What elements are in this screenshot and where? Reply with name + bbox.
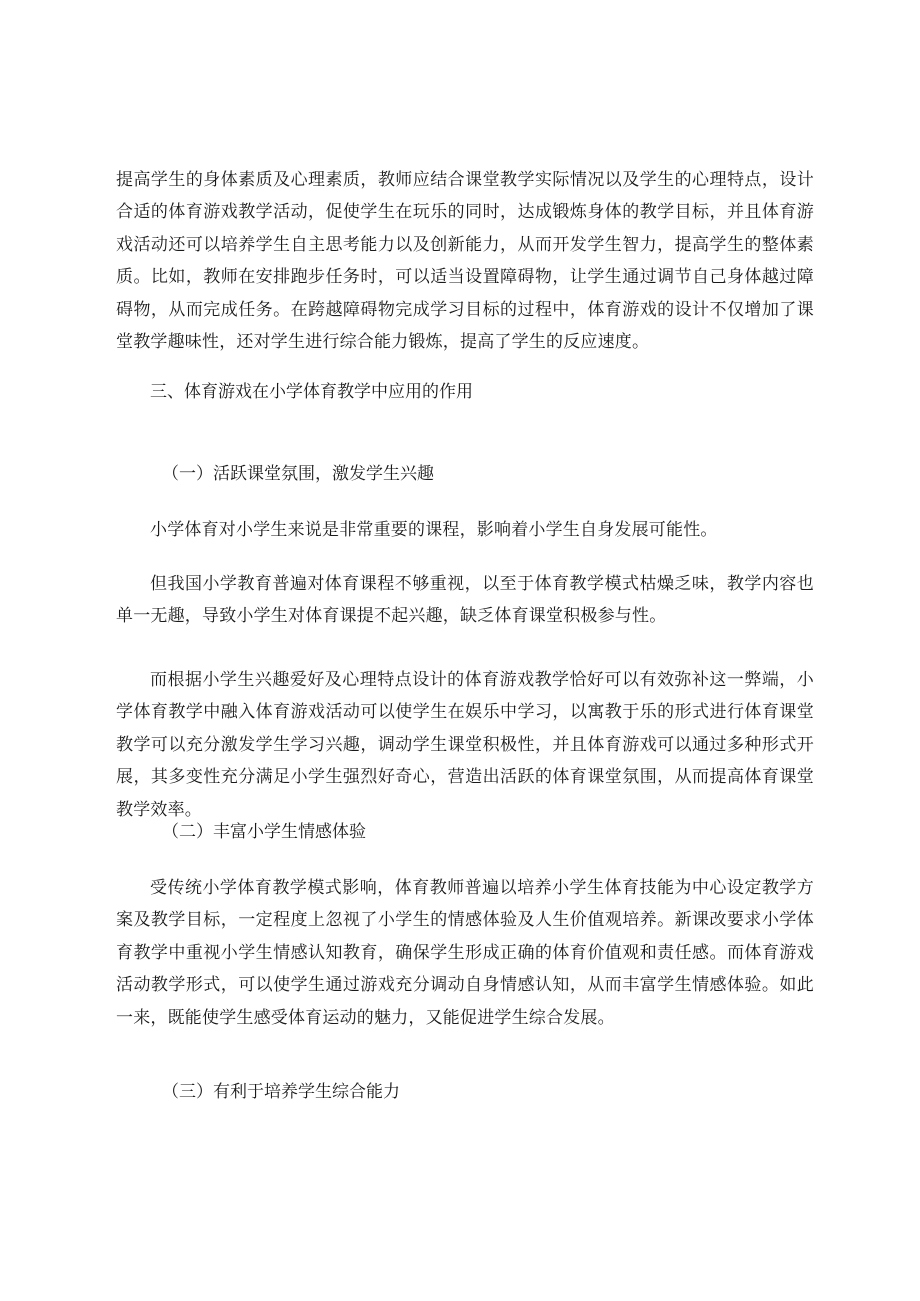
- subsection-heading-1: （一）活跃课堂氛围，激发学生兴趣: [162, 464, 434, 484]
- paragraph-body-1: 提高学生的身体素质及心理素质，教师应结合课堂教学实际情况以及学生的心理特点，设计合适的体育游戏教学活动，促使学生在玩乐的同时，达成锻炼身体的教学目标，并且体育游戏活动还可以培养学生自主思考能力以及创新能力，从而开发学生智力，提高学生的整体素质。比如，教师在安排跑步任务时，可以适当设置障碍物，让学生通过调节自己身体越过障碍物，从而完成任务。在跨越障碍物完成学习目标的过程中，体育游戏的设计不仅增加了课堂教学趣味性，还对学生进行综合能力锻炼，提高了学生的反应速度。: [116, 170, 814, 353]
- paragraph-body-3: 但我国小学教育普遍对体育课程不够重视，以至于体育教学模式枯燥乏味，教学内容也单一无趣，导致小学生对体育课提不起兴趣，缺乏体育课堂积极参与性。: [116, 574, 814, 627]
- subsection-heading-3: （三）有利于培养学生综合能力: [162, 1082, 400, 1102]
- paragraph-body-4: 而根据小学生兴趣爱好及心理特点设计的体育游戏教学恰好可以有效弥补这一弊端，小学体育教学中融入体育游戏活动可以使学生在娱乐中学习，以寓教于乐的形式进行体育课堂教学可以充分激发学生学习兴趣，调动学生课堂积极性，并且体育游戏可以通过多种形式开展，其多变性充分满足小学生强烈好奇心，营造出活跃的体育课堂氛围，从而提高体育课堂教学效率。: [116, 670, 814, 820]
- subsection-heading-2: （二）丰富小学生情感体验: [162, 822, 366, 842]
- section-heading-3: 三、体育游戏在小学体育教学中应用的作用: [150, 382, 473, 402]
- paragraph-body-2: 小学体育对小学生来说是非常重要的课程，影响着小学生自身发展可能性。: [150, 520, 718, 540]
- paragraph-body-5: 受传统小学体育教学模式影响，体育教师普遍以培养小学生体育技能为中心设定教学方案及教学目标，一定程度上忽视了小学生的情感体验及人生价值观培养。新课改要求小学体育教学中重视小学生情感认知教育，确保学生形成正确的体育价值观和责任感。而体育游戏活动教学形式，可以使学生通过游戏充分调动自身情感认知，从而丰富学生情感体验。如此一来，既能使学生感受体育运动的魅力，又能促进学生综合发展。: [116, 878, 814, 1028]
